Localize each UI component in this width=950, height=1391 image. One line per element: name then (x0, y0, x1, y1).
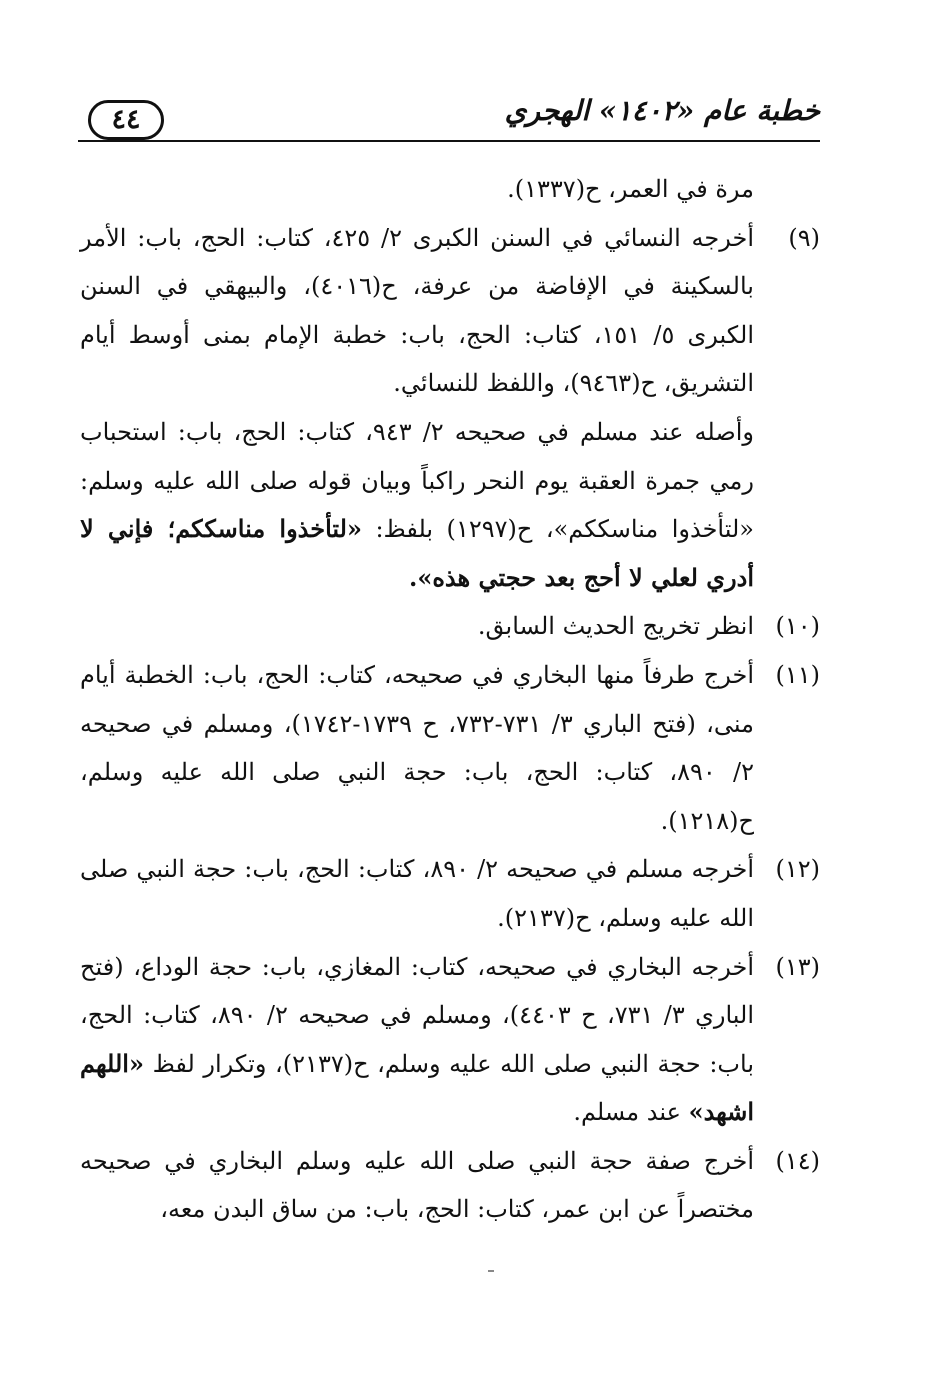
footnote-text-tail: عند مسلم. (573, 1098, 689, 1127)
footnote-9 (80, 214, 820, 408)
footnote-text: أخرجه النسائي في السنن الكبرى ٢/ ٤٢٥، كتاب: الحج، باب: الأمر بالسكينة في الإفاضة من عرفة، ح(٤٠١٦)، والبيهقي في السنن الكبرى ٥/ ١٥١، كتاب: الحج، باب: خطبة الإمام بمنى أوسط أيام التشريق، ح(٩٤٦٣)، واللفظ للنسائي. (80, 223, 755, 398)
footnotes-body (80, 165, 820, 1234)
footnote-text: أخرج صفة حجة النبي صلى الله عليه وسلم البخاري في صحيحه مختصراً عن ابن عمر، كتاب: الحج، باب: من ساق البدن معه، (80, 1146, 754, 1224)
footnote-number: (١٤) (775, 1146, 820, 1175)
footnote-number: (٩) (788, 223, 820, 252)
scan-speck (488, 1270, 494, 1272)
continuation-line: مرة في العمر، ح(١٣٣٧). (507, 175, 754, 203)
footnote-14 (80, 1137, 820, 1234)
page-number: ٤٤ (88, 100, 164, 140)
running-title: خطبة عام «١٤٠٢» الهجري (504, 94, 820, 127)
footnote-number: (١٣) (775, 952, 820, 981)
footnote-13 (80, 943, 820, 1137)
footnote-text: انظر تخريج الحديث السابق. (477, 612, 754, 641)
footnote-number: (١٠) (775, 612, 820, 641)
footnote-10 (80, 602, 820, 651)
footnote-text: وأصله عند مسلم في صحيحه ٢/ ٩٤٣، كتاب: الحج، باب: استحباب رمي جمرة العقبة يوم النحر راكباً وبيان قوله صلى الله عليه وسلم: «لتأخذوا مناسككم»، ح(١٢٩٧) بلفظ: (80, 417, 755, 544)
footnote-9-continuation (80, 408, 820, 602)
page-header (78, 70, 820, 142)
hadith-quote: «لتأخذوا مناسككم؛ فإني لا أدري لعلي لا أحج بعد حجتي هذه». (80, 514, 754, 592)
footnote-text: أخرجه البخاري في صحيحه، كتاب: المغازي، باب: حجة الوداع، (فتح الباري ٣/ ٧٣١، ح ٤٤٠٣)، ومسلم في صحيحه ٢/ ٨٩٠، كتاب: الحج، باب: حجة النبي صلى الله عليه وسلم، ح(٢١٣٧)، وتكرار لفظ (80, 952, 754, 1078)
hadith-quote: «اللهم اشهد» (80, 1048, 754, 1127)
footnote-number: (١١) (775, 660, 820, 689)
footnote-text: أخرج طرفاً منها البخاري في صحيحه، كتاب: الحج، باب: الخطبة أيام منى، (فتح الباري ٣/ ٧٣١-٧٣٢، ح ١٧٣٩-١٧٤٢)، ومسلم في صحيحه ٢/ ٨٩٠، كتاب: الحج، باب: حجة النبي صلى الله عليه وسلم، ح(١٢١٨). (80, 660, 755, 835)
footnote-11 (80, 651, 820, 845)
footnote-12 (80, 845, 820, 942)
footnote-text: أخرجه مسلم في صحيحه ٢/ ٨٩٠، كتاب: الحج، باب: حجة النبي صلى الله عليه وسلم، ح(٢١٣٧). (80, 855, 754, 932)
header-rule (78, 140, 820, 142)
footnote-number: (١٢) (775, 855, 820, 884)
